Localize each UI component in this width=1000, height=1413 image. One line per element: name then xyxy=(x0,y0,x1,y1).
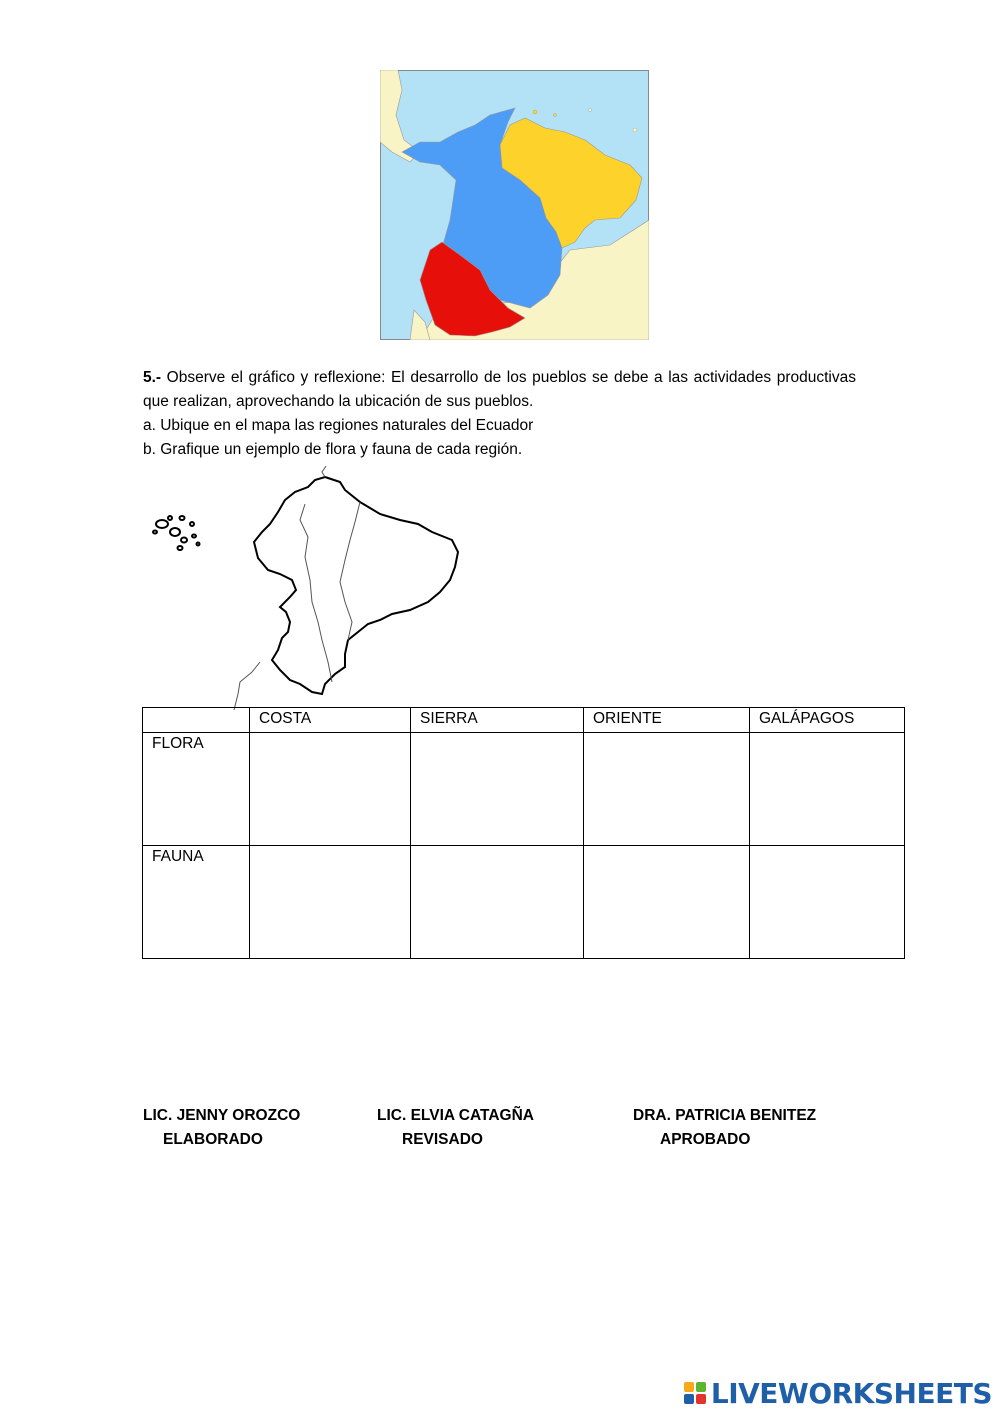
header-cell-oriente: ORIENTE xyxy=(584,708,750,733)
question-5-text xyxy=(143,366,856,414)
fauna-galapagos-cell[interactable] xyxy=(750,846,905,959)
flora-galapagos-cell[interactable] xyxy=(750,733,905,846)
row-label-fauna: FAUNA xyxy=(143,846,250,959)
signature-name-1: LIC. JENNY OROZCO xyxy=(143,1107,301,1124)
question-statement: Observe el gráfico y reflexione: El desarrollo de los pueblos se debe a las actividades productivas que realizan, aprovechando la ubicación de sus pueblos. xyxy=(143,369,856,410)
fauna-sierra-cell[interactable] xyxy=(411,846,584,959)
question-item-a: a. Ubique en el mapa las regiones naturales del Ecuador xyxy=(143,417,534,434)
ecuador-outline-map xyxy=(140,462,470,710)
fauna-costa-cell[interactable] xyxy=(250,846,411,959)
logo-grid-icon xyxy=(684,1382,706,1404)
flora-oriente-cell[interactable] xyxy=(584,733,750,846)
header-cell-galapagos: GALÁPAGOS xyxy=(750,708,905,733)
header-cell-sierra: SIERRA xyxy=(411,708,584,733)
signature-role-3: APROBADO xyxy=(660,1131,751,1148)
logo-text: LIVEWORKSHEETS xyxy=(710,1376,992,1410)
signature-name-2: LIC. ELVIA CATAGÑA xyxy=(377,1107,534,1124)
header-cell-costa: COSTA xyxy=(250,708,411,733)
signature-name-3: DRA. PATRICIA BENITEZ xyxy=(633,1107,817,1124)
flora-costa-cell[interactable] xyxy=(250,733,411,846)
galapagos-islands xyxy=(153,516,200,550)
question-item-b: b. Grafique un ejemplo de flora y fauna de cada región. xyxy=(143,441,523,458)
flora-fauna-table xyxy=(142,707,905,959)
signature-role-2: REVISADO xyxy=(402,1131,483,1148)
table-row-flora xyxy=(143,733,905,846)
flora-sierra-cell[interactable] xyxy=(411,733,584,846)
table-header-row xyxy=(143,708,905,733)
fauna-oriente-cell[interactable] xyxy=(584,846,750,959)
table-row-fauna xyxy=(143,846,905,959)
gran-colombia-map xyxy=(380,70,649,340)
question-number: 5.- xyxy=(143,369,162,386)
header-cell-empty xyxy=(143,708,250,733)
row-label-flora: FLORA xyxy=(143,733,250,846)
signature-role-1: ELABORADO xyxy=(163,1131,263,1148)
liveworksheets-logo xyxy=(684,1375,992,1411)
